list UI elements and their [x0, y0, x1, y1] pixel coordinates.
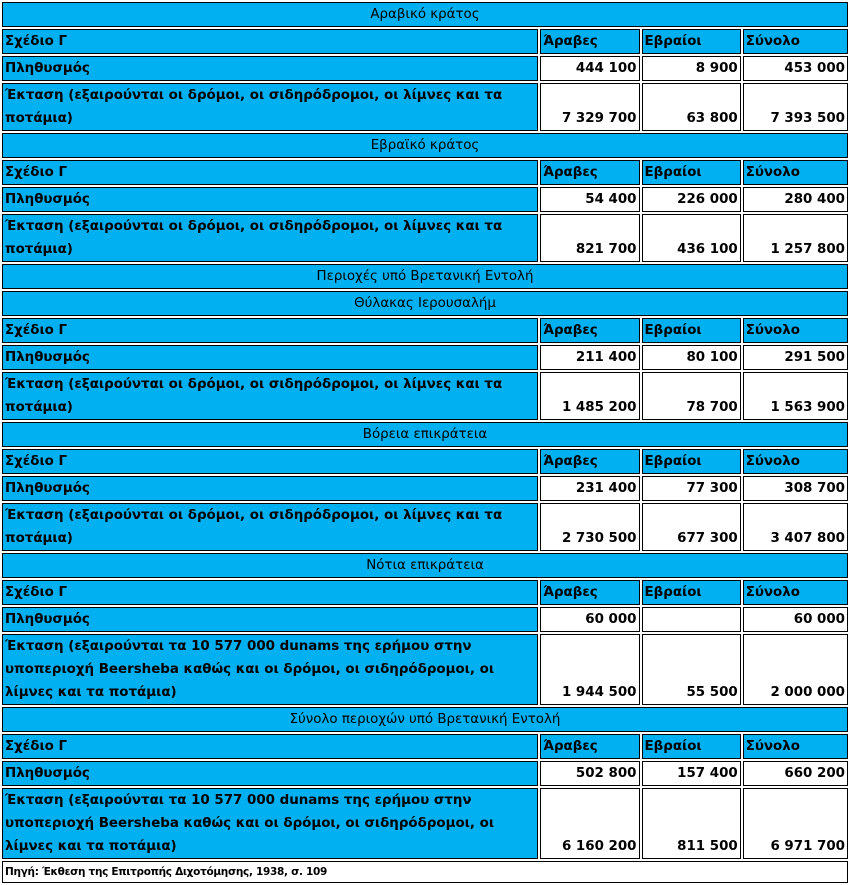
population-total: 291 500: [743, 345, 848, 370]
plan-label: Σχέδιο Γ: [2, 449, 538, 474]
area-arabs: 821 700: [540, 214, 639, 262]
area-label: Έκταση (εξαιρούνται οι δρόμοι, οι σιδηρόδρομοι, οι λίμνες και τα ποτάμια): [2, 214, 538, 262]
col-header-total: Σύνολο: [743, 160, 848, 185]
area-total: 3 407 800: [743, 503, 848, 551]
section-title: Σύνολο περιοχών υπό Βρετανική Εντολή: [2, 707, 848, 732]
population-jews: 77 300: [642, 476, 741, 501]
area-arabs: 1 485 200: [540, 372, 639, 420]
population-total: 60 000: [743, 607, 848, 632]
col-header-jews: Εβραίοι: [642, 734, 741, 759]
population-label: Πληθυσμός: [2, 345, 538, 370]
section-title: Βόρεια επικράτεια: [2, 422, 848, 447]
col-header-total: Σύνολο: [743, 449, 848, 474]
area-jews: 78 700: [642, 372, 741, 420]
area-arabs: 2 730 500: [540, 503, 639, 551]
col-header-total: Σύνολο: [743, 318, 848, 343]
population-jews: 80 100: [642, 345, 741, 370]
area-arabs: 6 160 200: [540, 788, 639, 859]
col-header-jews: Εβραίοι: [642, 449, 741, 474]
population-jews: [642, 607, 741, 632]
col-header-jews: Εβραίοι: [642, 160, 741, 185]
plan-label: Σχέδιο Γ: [2, 160, 538, 185]
source-note: Πηγή: Έκθεση της Επιτροπής Διχοτόμησης, 1938, σ. 109: [2, 861, 848, 883]
area-label: Έκταση (εξαιρούνται οι δρόμοι, οι σιδηρόδρομοι, οι λίμνες και τα ποτάμια): [2, 372, 538, 420]
col-header-arabs: Άραβες: [540, 318, 639, 343]
section-title: Εβραϊκό κράτος: [2, 133, 848, 158]
population-label: Πληθυσμός: [2, 56, 538, 81]
population-label: Πληθυσμός: [2, 476, 538, 501]
area-total: 6 971 700: [743, 788, 848, 859]
col-header-jews: Εβραίοι: [642, 29, 741, 54]
col-header-arabs: Άραβες: [540, 580, 639, 605]
population-arabs: 60 000: [540, 607, 639, 632]
population-total: 308 700: [743, 476, 848, 501]
area-jews: 63 800: [642, 83, 741, 131]
population-jews: 157 400: [642, 761, 741, 786]
col-header-jews: Εβραίοι: [642, 318, 741, 343]
population-arabs: 211 400: [540, 345, 639, 370]
area-arabs: 7 329 700: [540, 83, 639, 131]
population-label: Πληθυσμός: [2, 761, 538, 786]
plan-label: Σχέδιο Γ: [2, 580, 538, 605]
population-total: 660 200: [743, 761, 848, 786]
col-header-arabs: Άραβες: [540, 449, 639, 474]
mandate-heading: Περιοχές υπό Βρετανική Εντολή: [2, 264, 848, 289]
population-total: 453 000: [743, 56, 848, 81]
population-label: Πληθυσμός: [2, 187, 538, 212]
col-header-arabs: Άραβες: [540, 160, 639, 185]
area-jews: 436 100: [642, 214, 741, 262]
plan-label: Σχέδιο Γ: [2, 29, 538, 54]
col-header-total: Σύνολο: [743, 580, 848, 605]
area-total: 7 393 500: [743, 83, 848, 131]
population-arabs: 502 800: [540, 761, 639, 786]
col-header-arabs: Άραβες: [540, 734, 639, 759]
col-header-total: Σύνολο: [743, 29, 848, 54]
area-jews: 811 500: [642, 788, 741, 859]
section-title: Νότια επικράτεια: [2, 553, 848, 578]
area-arabs: 1 944 500: [540, 634, 639, 705]
population-total: 280 400: [743, 187, 848, 212]
population-arabs: 54 400: [540, 187, 639, 212]
population-jews: 226 000: [642, 187, 741, 212]
section-title: Θύλακας Ιερουσαλήμ: [2, 291, 848, 316]
plan-label: Σχέδιο Γ: [2, 734, 538, 759]
population-label: Πληθυσμός: [2, 607, 538, 632]
area-jews: 55 500: [642, 634, 741, 705]
population-arabs: 444 100: [540, 56, 639, 81]
area-total: 1 257 800: [743, 214, 848, 262]
plan-label: Σχέδιο Γ: [2, 318, 538, 343]
col-header-jews: Εβραίοι: [642, 580, 741, 605]
population-arabs: 231 400: [540, 476, 639, 501]
population-jews: 8 900: [642, 56, 741, 81]
col-header-arabs: Άραβες: [540, 29, 639, 54]
area-label: Έκταση (εξαιρούνται οι δρόμοι, οι σιδηρόδρομοι, οι λίμνες και τα ποτάμια): [2, 503, 538, 551]
area-label: Έκταση (εξαιρούνται τα 10 577 000 dunams της ερήμου στην υποπεριοχή Beersheba καθώς και οι δρόμοι, οι σιδηρόδρομοι, οι λίμνες και τα ποτάμια): [2, 634, 538, 705]
area-total: 2 000 000: [743, 634, 848, 705]
area-label: Έκταση (εξαιρούνται οι δρόμοι, οι σιδηρόδρομοι, οι λίμνες και τα ποτάμια): [2, 83, 538, 131]
area-total: 1 563 900: [743, 372, 848, 420]
col-header-total: Σύνολο: [743, 734, 848, 759]
section-title: Αραβικό κράτος: [2, 2, 848, 27]
area-label: Έκταση (εξαιρούνται τα 10 577 000 dunams της ερήμου στην υποπεριοχή Beersheba καθώς και οι δρόμοι, οι σιδηρόδρομοι, οι λίμνες και τα ποτάμια): [2, 788, 538, 859]
area-jews: 677 300: [642, 503, 741, 551]
